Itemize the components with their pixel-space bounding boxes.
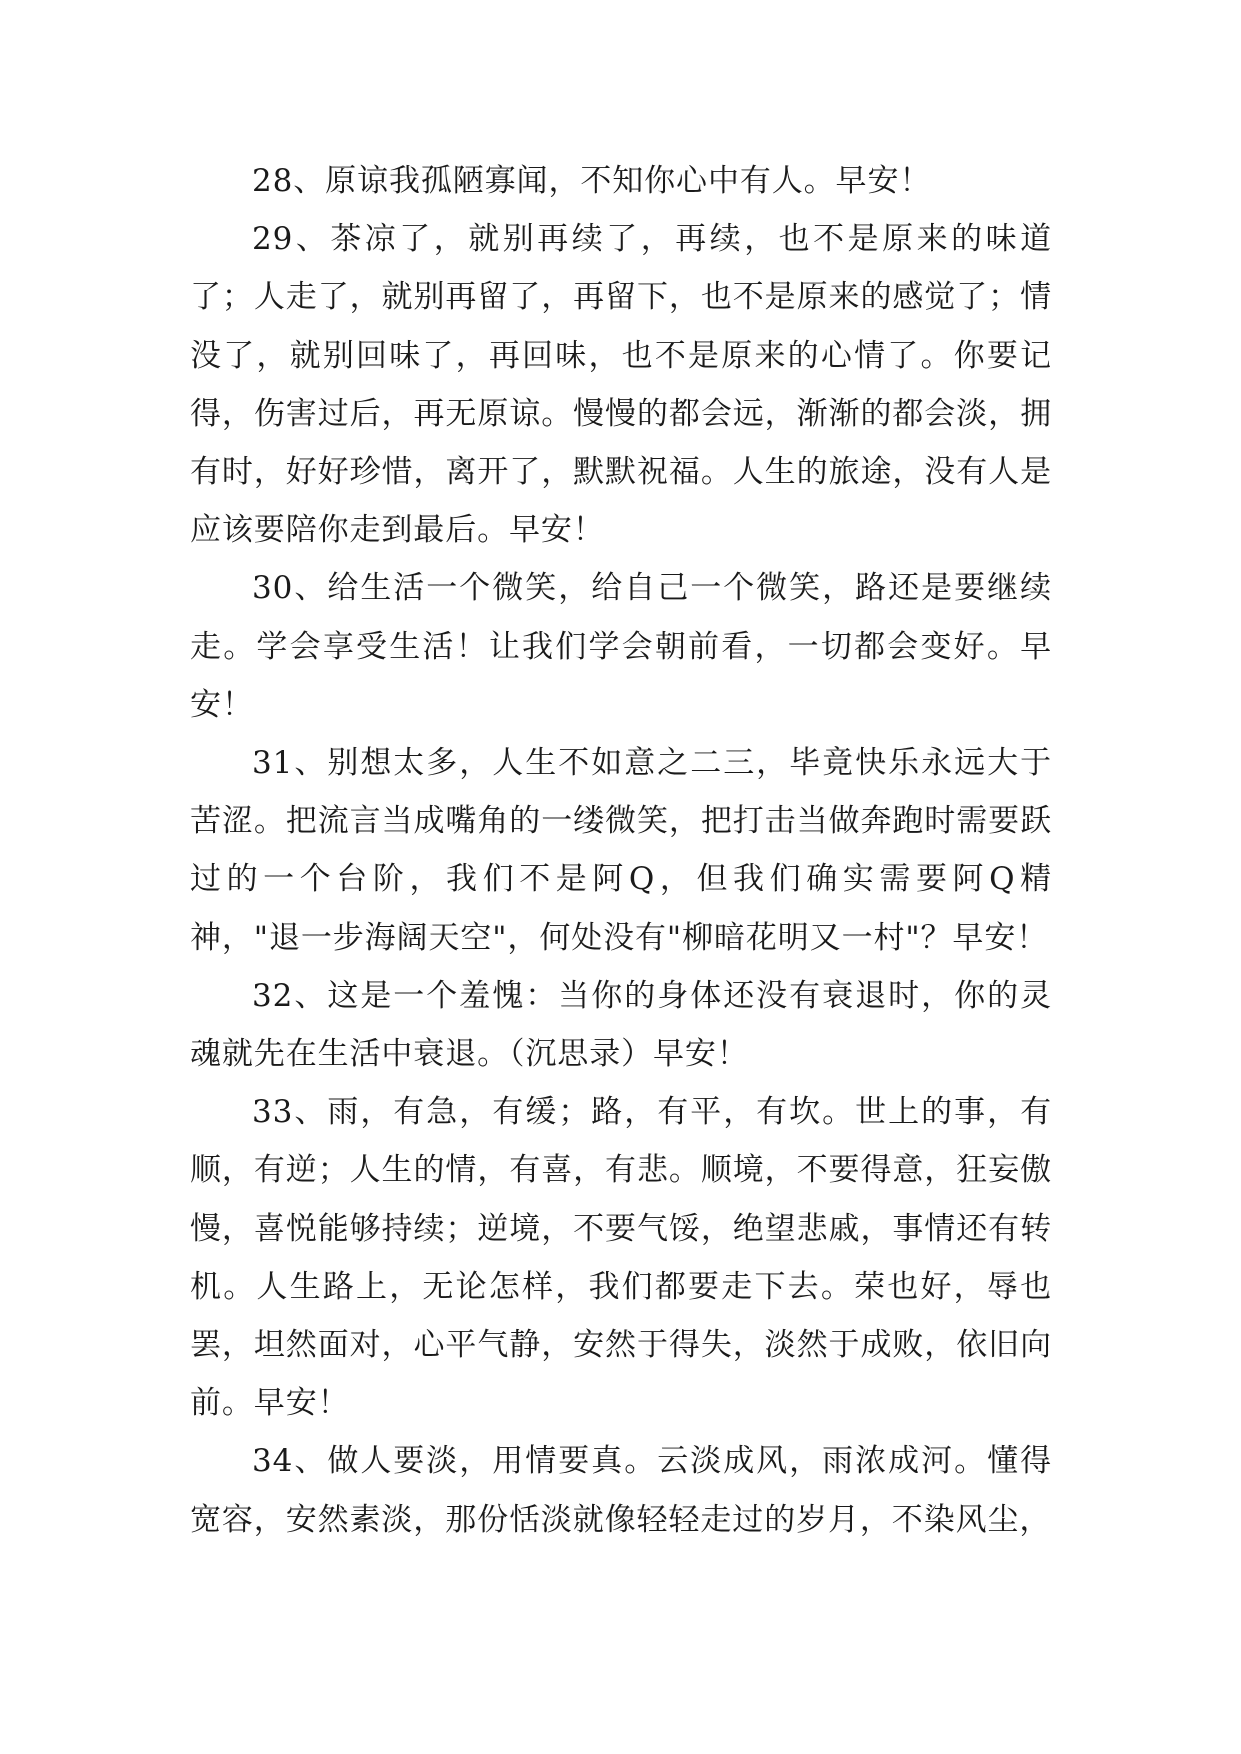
document-body: [190, 152, 1052, 1549]
paragraph-33: 33、雨，有急，有缓；路，有平，有坎。世上的事，有顺，有逆；人生的情，有喜，有悲。顺境，不要得意，狂妄傲慢，喜悦能够持续；逆境，不要气馁，绝望悲戚，事情还有转机。人生路上，无论怎样，我们都要走下去。荣也好，辱也罢，坦然面对，心平气静，安然于得失，淡然于成败，依旧向前。早安！: [190, 1094, 1052, 1422]
paragraph-34: 34、做人要淡，用情要真。云淡成风，雨浓成河。懂得宽容，安然素淡，那份恬淡就像轻轻走过的岁月，不染风尘，: [190, 1443, 1052, 1538]
paragraph-30: 30、给生活一个微笑，给自己一个微笑，路还是要继续走。学会享受生活！让我们学会朝前看，一切都会变好。早安！: [190, 570, 1052, 723]
paragraph-32: 32、这是一个羞愧：当你的身体还没有衰退时，你的灵魂就先在生活中衰退。（沉思录）早安！: [190, 977, 1052, 1073]
paragraph-31: 31、别想太多，人生不如意之二三，毕竟快乐永远大于苦涩。把流言当成嘴角的一缕微笑，把打击当做奔跑时需要跃过的一个台阶，我们不是阿Q，但我们确实需要阿Q精神，"退一步海阔天空"，何处没有"柳暗花明又一村"？早安！: [190, 745, 1052, 956]
paragraph-28: 28、原谅我孤陋寡闻，不知你心中有人。早安！: [252, 163, 932, 199]
paragraph-29: 29、茶凉了，就别再续了，再续，也不是原来的味道了；人走了，就别再留了，再留下，也不是原来的感觉了；情没了，就别回味了，再回味，也不是原来的心情了。你要记得，伤害过后，再无原谅。慢慢的都会远，渐渐的都会淡，拥有时，好好珍惜，离开了，默默祝福。人生的旅途，没有人是应该要陪你走到最后。早安！: [190, 221, 1052, 549]
